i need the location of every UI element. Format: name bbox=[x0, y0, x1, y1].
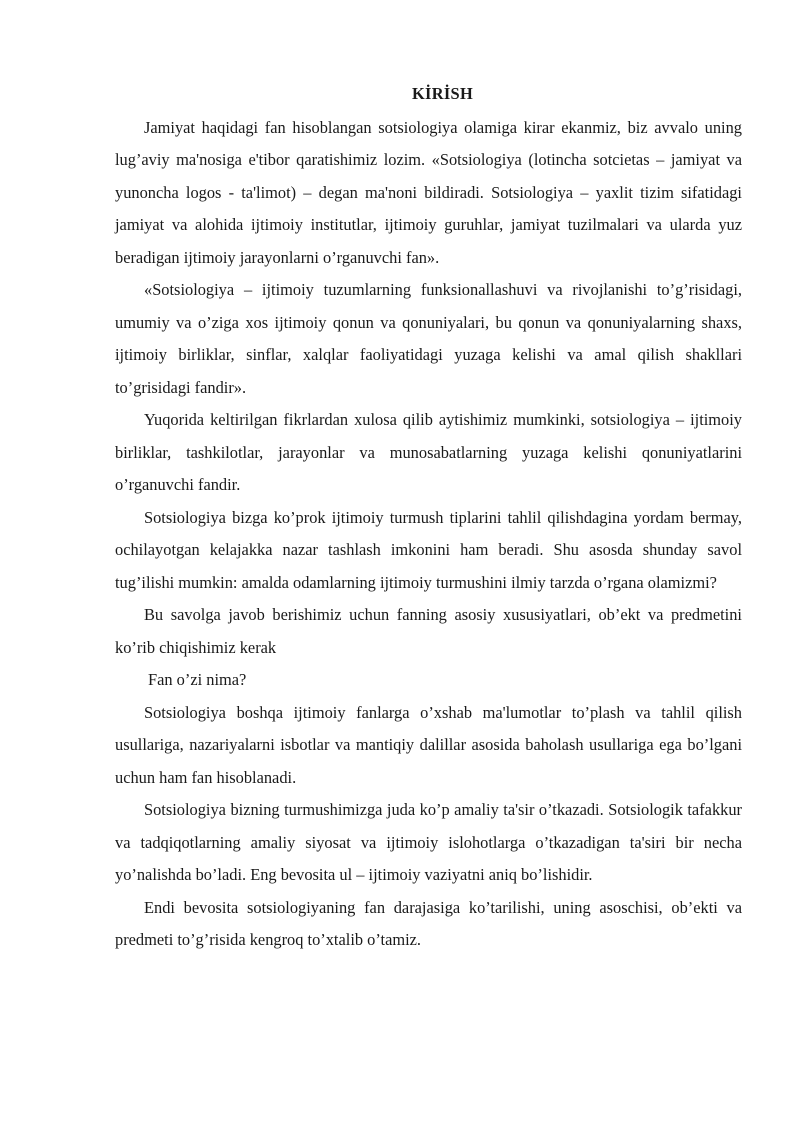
paragraph-4: Sotsiologiya bizga ko’prok ijtimoiy turmush tiplarini tahlil qilishdagina yordam bermay, ochilayotgan kelajakka nazar tashlash imkonini ham beradi. Shu asosda shunday savol tug’ilishi mumkin: amalda odamlarning ijtimoiy turmushini ilmiy tarzda o’rgana olamizmi? bbox=[115, 507, 742, 592]
document-body bbox=[115, 78, 742, 957]
paragraph-3: Yuqorida keltirilgan fikrlardan xulosa qilib aytishimiz mumkinki, sotsiologiya – ijtimoiy birliklar, tashkilotlar, jarayonlar va munosabatlarning yuzaga kelishi qonuniyatlarini o’rganuvchi fandir. bbox=[115, 410, 742, 494]
paragraph-9: Endi bevosita sotsiologiyaning fan darajasiga ko’tarilishi, uning asoschisi, ob’ekti va predmeti to’g’risida kengroq to’xtalib o’tamiz. bbox=[115, 897, 742, 949]
paragraph-8: Sotsiologiya bizning turmushimizga juda ko’p amaliy ta'sir o’tkazadi. Sotsiologik tafakkur va tadqiqotlarning amaliy siyosat va ijtimoiy islohotlarga o’tkazadigan ta'siri bir necha yo’nalishda bo’ladi. Eng bevosita ul – ijtimoiy vaziyatni aniq bo’lishidir. bbox=[115, 800, 742, 884]
paragraph-2: «Sotsiologiya – ijtimoiy tuzumlarning funksionallashuvi va rivojlanishi to’g’risidagi, umumiy va o’ziga xos ijtimoiy qonun va qonuniyalari, bu qonun va qonuniyalarning shaxs, ijtimoiy birliklar, sinflar, xalqlar faoliyatidagi yuzaga kelishi va amal qilish shakllari to’grisidagi fandir». bbox=[115, 280, 742, 397]
paragraph-5: Bu savolga javob berishimiz uchun fanning asosiy xususiyatlari, ob’ekt va predmetini ko’rib chiqishimiz kerak bbox=[115, 605, 742, 657]
paragraph-7: Sotsiologiya boshqa ijtimoiy fanlarga o’xshab ma'lumotlar to’plash va tahlil qilish usullariga, nazariyalarni isbotlar va mantiqiy dalillar asosida baholash usullariga ega bo’lgani uchun ham fan hisoblanadi. bbox=[115, 702, 742, 787]
paragraph-1: Jamiyat haqidagi fan hisoblangan sotsiologiya olamiga kirar ekanmiz, biz avvalo uning lug’aviy ma'nosiga e'tibor qaratishimiz lozim. «Sotsiologiya (lotincha sotcietas – jamiyat va yunoncha logos - ta'limot) – degan ma'noni bildiradi. Sotsiologiya – yaxlit tizim sifatidagi jamiyat va alohida ijtimoiy institutlar, ijtimoiy guruhlar, jamiyat tuzilmalari va ularda yuz beradigan ijtimoiy jarayonlarni o’rganuvchi fan». bbox=[115, 117, 742, 267]
page-title: KİRİSH bbox=[411, 84, 473, 103]
paragraph-question: Fan o’zi nima? bbox=[148, 670, 247, 689]
